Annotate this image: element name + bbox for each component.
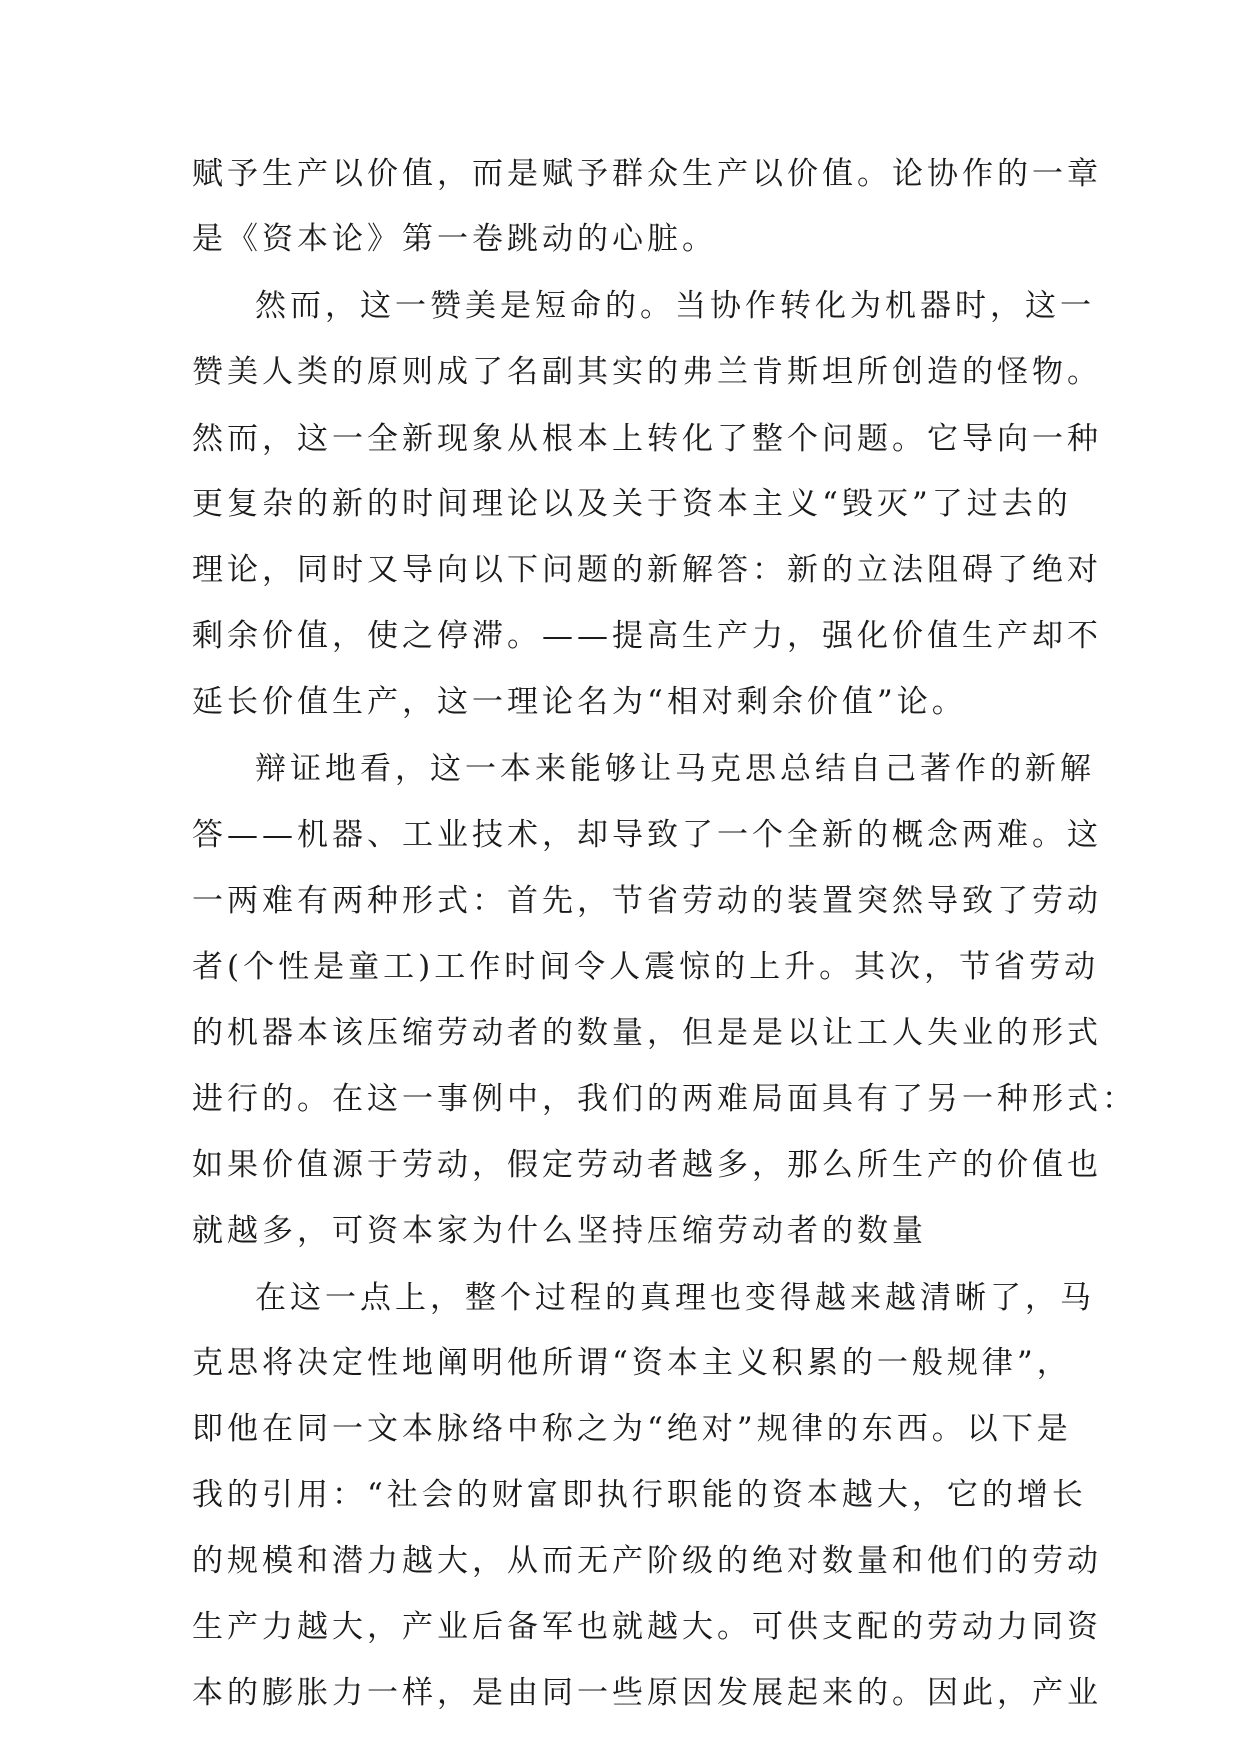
text-line: 即他在同一文本脉络中称之为“绝对”规律的东西。以下是	[192, 1411, 1072, 1447]
text-line: 生产力越大，产业后备军也就越大。可供支配的劳动力同资	[192, 1609, 1102, 1645]
text-line: 赞美人类的原则成了名副其实的弗兰肯斯坦所创造的怪物。	[192, 354, 1102, 390]
text-line: 然而，这一全新现象从根本上转化了整个问题。它导向一种	[192, 421, 1102, 457]
text-line: 更复杂的新的时间理论以及关于资本主义“毁灭”了过去的	[192, 486, 1072, 522]
text-line: 辩证地看，这一本来能够让马克思总结自己著作的新解	[255, 751, 1095, 787]
text-line: 在这一点上，整个过程的真理也变得越来越清晰了，马	[255, 1280, 1095, 1316]
text-line: 赋予生产以价值，而是赋予群众生产以价值。论协作的一章	[192, 156, 1102, 192]
text-line: 延长价值生产，这一理论名为“相对剩余价值”论。	[192, 684, 967, 720]
text-line: 的机器本该压缩劳动者的数量，但是是以让工人失业的形式	[192, 1015, 1102, 1051]
text-line: 的规模和潜力越大，从而无产阶级的绝对数量和他们的劳动	[192, 1543, 1102, 1579]
text-line: 理论，同时又导向以下问题的新解答：新的立法阻碍了绝对	[192, 552, 1102, 588]
text-line: 是《资本论》第一卷跳动的心脏。	[192, 221, 717, 257]
text-line: 进行的。在这一事例中，我们的两难局面具有了另一种形式：	[192, 1081, 1137, 1117]
text-line: 剩余价值，使之停滞。——提高生产力，强化价值生产却不	[192, 618, 1102, 654]
text-line: 我的引用：“社会的财富即执行职能的资本越大，它的增长	[192, 1477, 1087, 1513]
text-line: 克思将决定性地阐明他所谓“资本主义积累的一般规律”，	[192, 1345, 1072, 1381]
text-line: 本的膨胀力一样，是由同一些原因发展起来的。因此，产业	[192, 1675, 1102, 1711]
text-line: 答——机器、工业技术，却导致了一个全新的概念两难。这	[192, 817, 1102, 853]
text-line: 者(个性是童工)工作时间令人震惊的上升。其次，节省劳动	[192, 949, 1100, 985]
text-line: 就越多，可资本家为什么坚持压缩劳动者的数量	[192, 1213, 927, 1249]
text-line: 然而，这一赞美是短命的。当协作转化为机器时，这一	[255, 288, 1095, 324]
text-line: 如果价值源于劳动，假定劳动者越多，那么所生产的价值也	[192, 1147, 1102, 1183]
text-line: 一两难有两种形式：首先，节省劳动的装置突然导致了劳动	[192, 883, 1102, 919]
